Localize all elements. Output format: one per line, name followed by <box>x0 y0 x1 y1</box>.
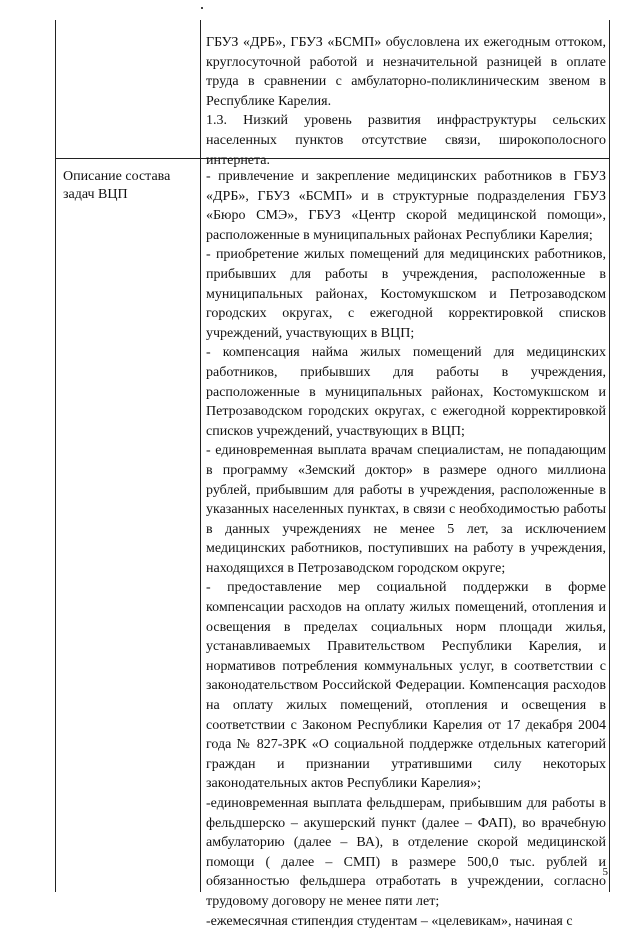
table-right-border <box>609 20 610 892</box>
paragraph: ГБУЗ «ДРБ», ГБУЗ «БСМП» обусловлена их ежегодным оттоком, круглосуточной работой и незначительной разницей в оплате труда в сравнении с амбулаторно-поликлиническим звеном в Республике Карелия. <box>206 35 606 109</box>
paragraph: - компенсация найма жилых помещений для медицинских работников, прибывших для работы в учреждения, расположенные в муниципальных районах, Костомукшском и Петрозаводском городских округах, с ежегодной корректировкой списков учреждений, участвующих в ВЦП; <box>206 345 606 439</box>
paragraph: 1.3. Низкий уровень развития инфраструктуры сельских населенных пунктов отсутствие связи, широкополосного интернета. <box>206 113 606 168</box>
top-cell-text <box>206 33 606 170</box>
row-label: Описание состава задач ВЦП <box>63 169 171 202</box>
table-left-border <box>55 20 56 892</box>
paragraph: - привлечение и закрепление медицинских работников в ГБУЗ «ДРБ», ГБУЗ «БСМП» и в структурные подразделения ГБУЗ «Бюро СМЭ», ГБУЗ «Центр скорой медицинской помощи», расположенные в муниципальных районах Республики Карелия; <box>206 169 606 243</box>
scan-mark <box>201 7 203 9</box>
table-middle-border <box>200 20 201 892</box>
paragraph: - приобретение жилых помещений для медицинских работников, прибывших для работы в учреждения, расположенные в муниципальных районах, Костомукшском и Петрозаводском городских округах, с ежегодной корректировкой списков учреждений, участвующих в ВЦП; <box>206 247 606 341</box>
page-number: 5 <box>602 866 608 878</box>
paragraph: - единовременная выплата врачам специалистам, не попадающим в программу «Земский доктор» в размере одного миллиона рублей, прибывшим для работы в учреждения, расположенные в указанных населенных пунктах, в связи с необходимостью работы в данных учреждениях не менее 5 лет, за исключением медицинских работников, поступивших на работу в учреждения, находящихся в Петрозаводском городском округе; <box>206 443 606 576</box>
paragraph: - предоставление мер социальной поддержки в форме компенсации расходов на оплату жилых помещений, отопления и освещения в пределах социальных норм площади жилья, устанавливаемых Правительством Республики Карелия, и нормативов потребления коммунальных услуг, в соответствии с законодательством Российской Федерации. Компенсация расходов на оплату жилых помещений, отопления и освещения в соответствии с Законом Республики Карелия от 17 декабря 2004 года № 827-ЗРК «О социальной поддержке отдельных категорий граждан и признании утратившими силу некоторых законодательных актов Республики Карелия»; <box>206 580 606 792</box>
main-cell-text <box>206 167 606 931</box>
paragraph: -ежемесячная стипендия студентам – «целевикам», начиная с <box>206 913 573 929</box>
paragraph: -единовременная выплата фельдшерам, прибывшим для работы в фельдшерско – акушерский пункт (далее – ФАП), во врачебную амбулаторию (далее – ВА), в отделение скорой медицинской помощи ( далее – СМП) в размере 500,0 тыс. рублей и обязанностью фельдшера отработать в учреждении, согласно трудовому договору не менее пяти лет; <box>206 796 606 909</box>
